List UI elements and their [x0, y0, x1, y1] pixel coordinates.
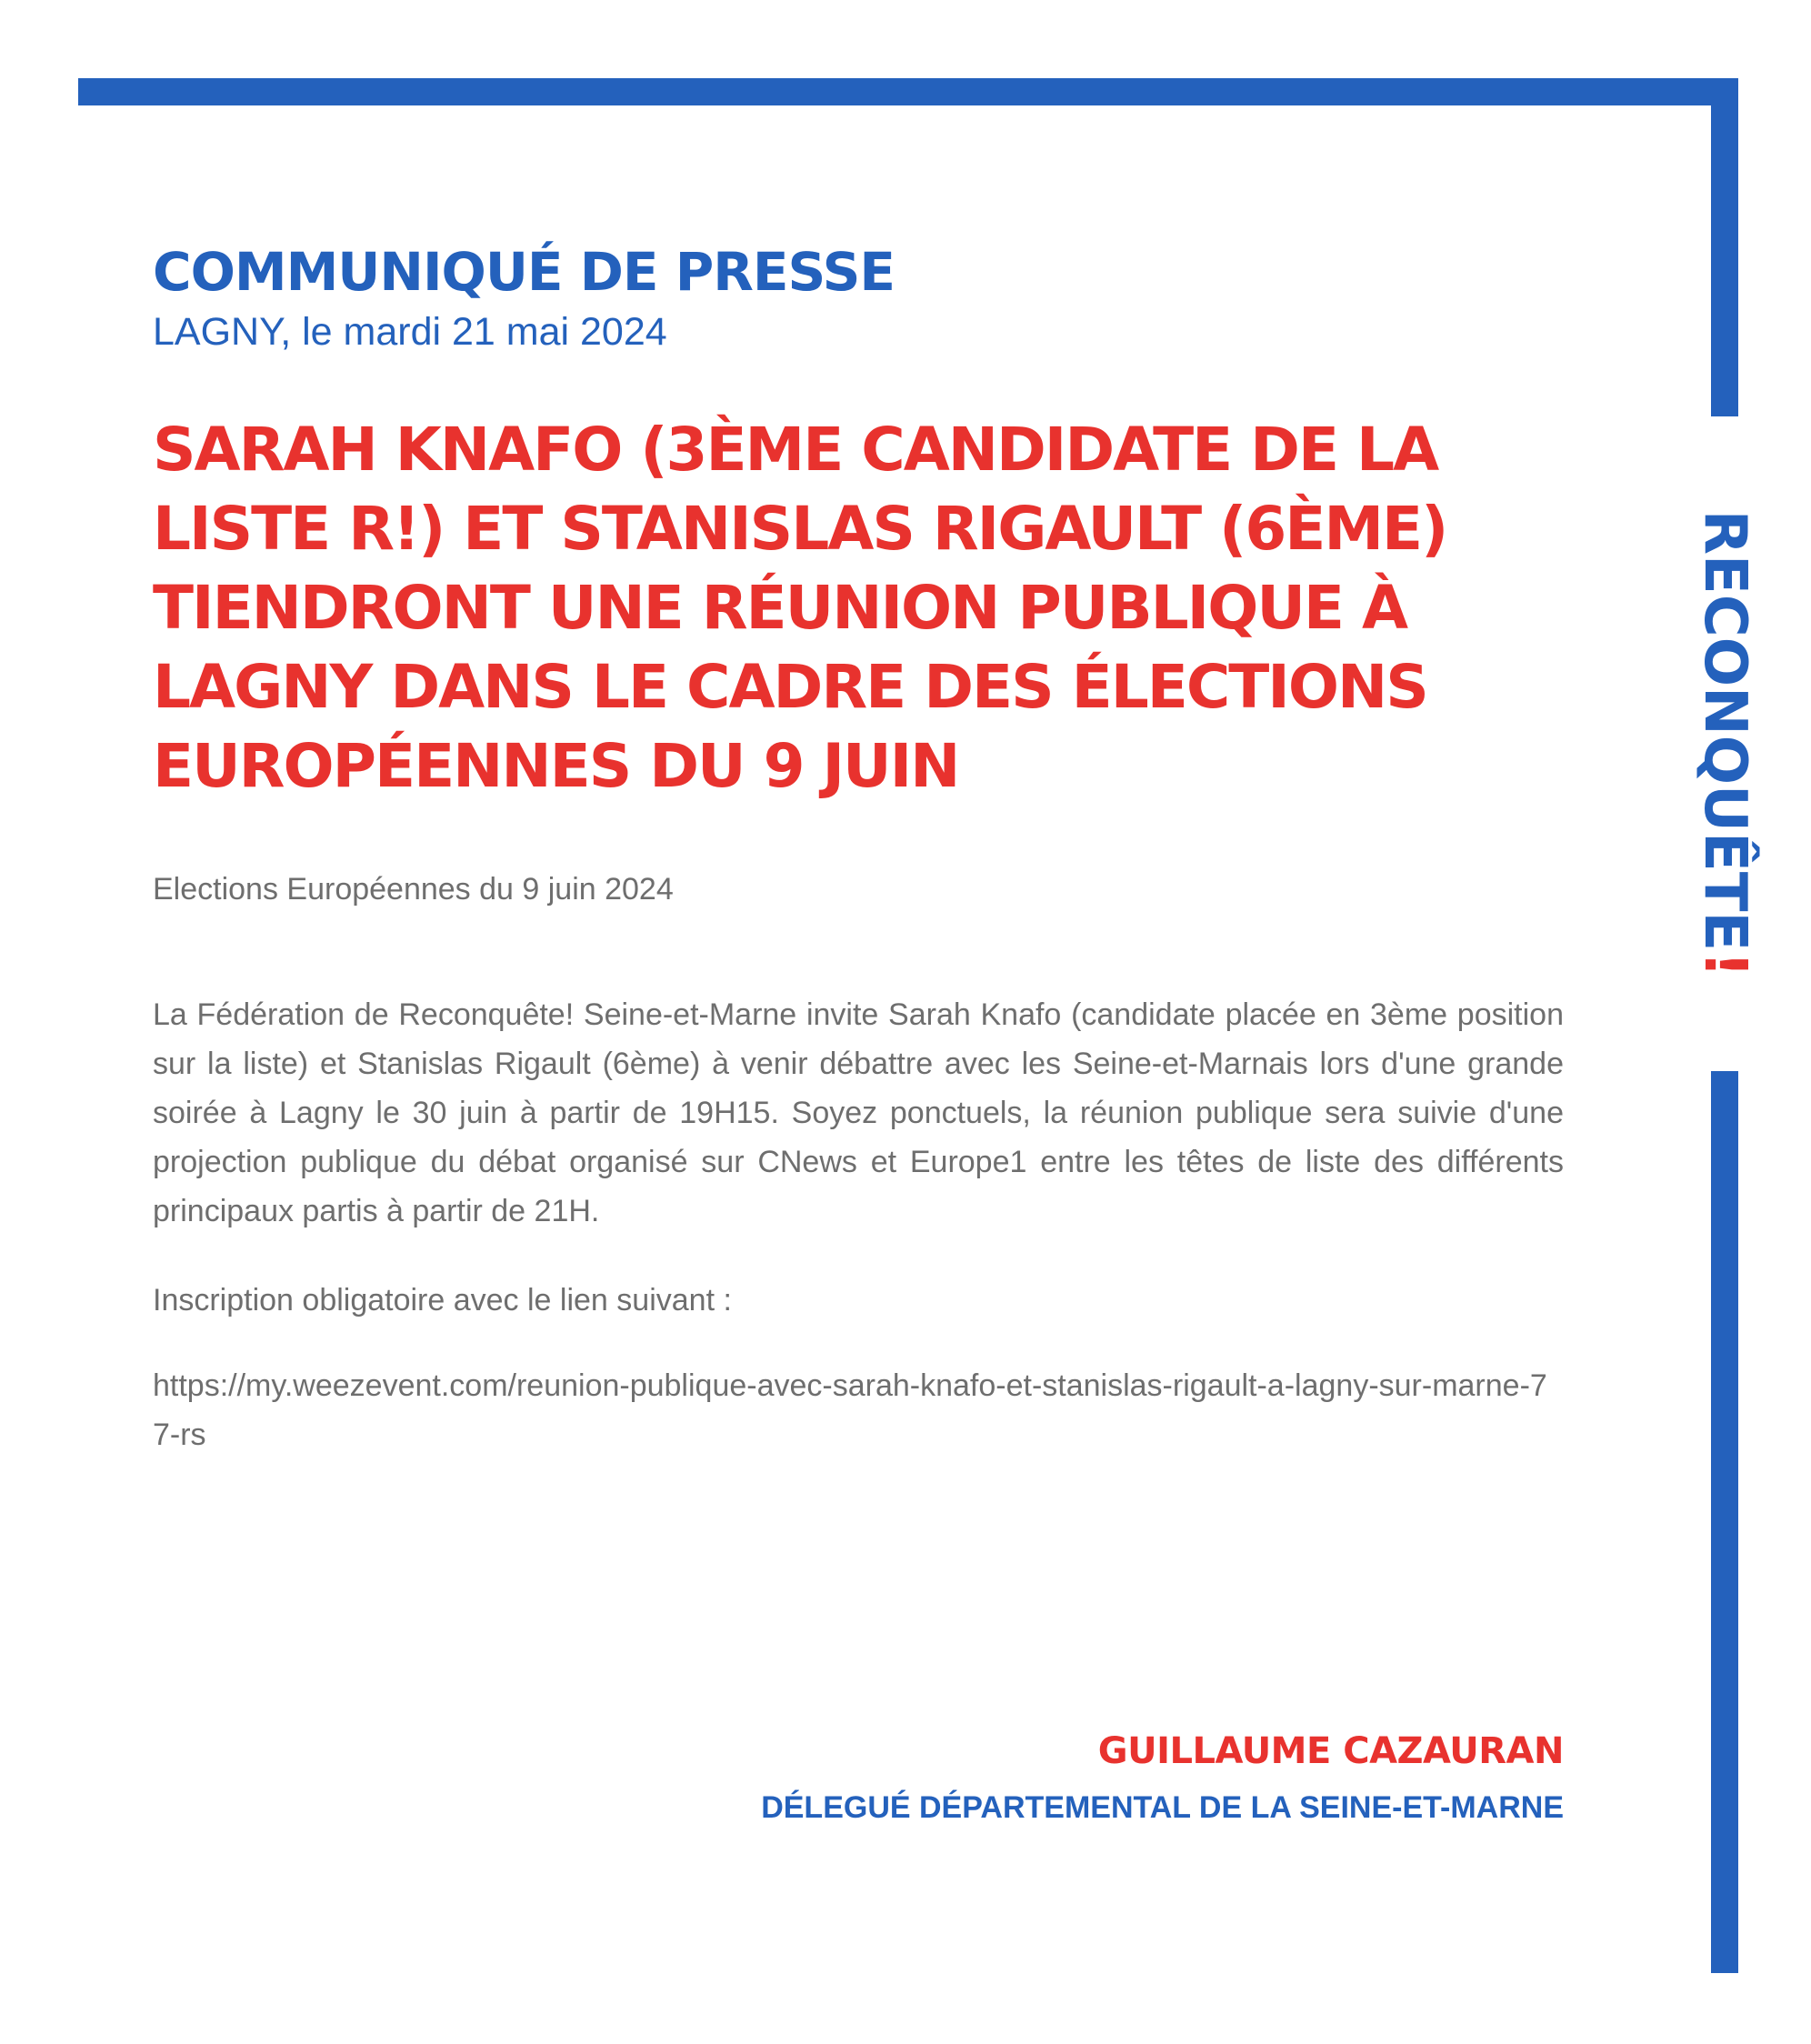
signer-name: GUILLAUME CAZAURAN: [1097, 1730, 1564, 1772]
frame-right-bar-upper: [1711, 78, 1738, 416]
signer-role: DÉLEGUÉ DÉPARTEMENTAL DE LA SEINE-ET-MARNE: [761, 1790, 1564, 1825]
logo-exclamation-mark: !: [1691, 951, 1758, 978]
registration-link[interactable]: https://my.weezevent.com/reunion-publique-avec-sarah-knafo-et-stanislas-rigault-a-lagny-sur-marne-77-rs: [153, 1368, 1547, 1452]
inscription-note: Inscription obligatoire avec le lien suivant :: [153, 1282, 732, 1318]
press-release-kicker: COMMUNIQUÉ DE PRESSE: [153, 241, 895, 303]
signature-block: [153, 1729, 1564, 1827]
headline: SARAH KNAFO (3ÈME CANDIDATE DE LA LISTE R!) ET STANISLAS RIGAULT (6ÈME) TIENDRONT UNE RÉUNION PUBLIQUE À LAGNY DANS LE CADRE DES ÉLECTIONS EUROPÉENNES DU 9 JUIN: [153, 415, 1447, 802]
dateline: LAGNY, le mardi 21 mai 2024: [153, 309, 667, 354]
body-paragraph: La Fédération de Reconquête! Seine-et-Marne invite Sarah Knafo (candidate placée en 3ème position sur la liste) et Stanislas Rigault (6ème) à venir débattre avec les Seine-et-Marnais lors d'une grande soirée à Lagny le 30 juin à partir de 19H15. Soyez ponctuels, la réunion publique sera suivie d'une projection publique du débat organisé sur CNews et Europe1 entre les têtes de liste des différents principaux partis à partir de 21H.: [153, 997, 1564, 1228]
logo-wordmark: RECONQUÊTE: [1691, 509, 1758, 952]
subtitle: Elections Européennes du 9 juin 2024: [153, 872, 674, 907]
frame-right-bar-lower: [1711, 1071, 1738, 1973]
press-release-content: [153, 241, 1564, 1459]
frame-top-bar: [78, 78, 1738, 105]
